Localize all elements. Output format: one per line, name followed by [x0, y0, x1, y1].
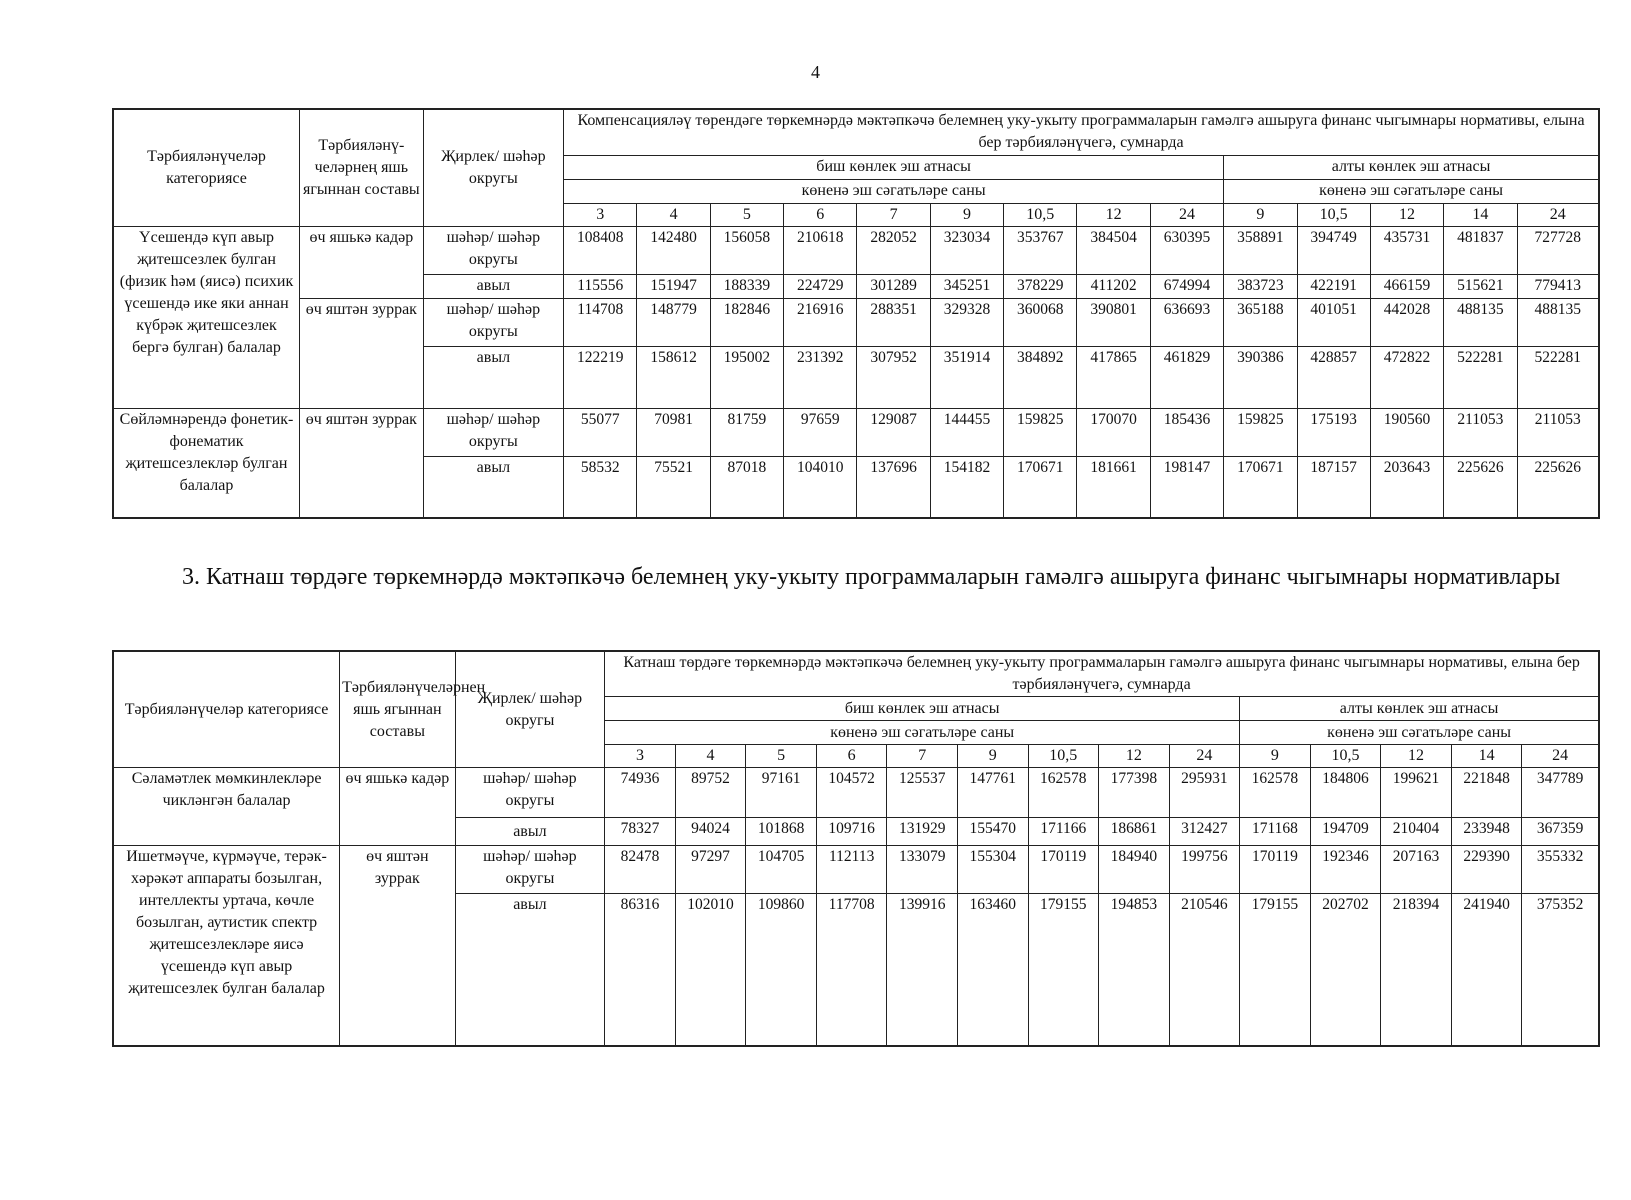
value-cell: 199756 — [1169, 846, 1240, 894]
location-cell: шәһәр/ шәһәр округы — [455, 846, 605, 894]
value-cell: 131929 — [887, 818, 958, 846]
value-cell: 365188 — [1224, 298, 1297, 346]
header-hours-six: көненә эш сәгатьләре саны — [1240, 721, 1599, 745]
value-cell: 216916 — [784, 298, 857, 346]
page-number: 4 — [811, 62, 820, 82]
value-cell: 367359 — [1522, 818, 1599, 846]
value-cell: 383723 — [1224, 274, 1297, 298]
header-main: Катнаш төрдәге төркемнәрдә мәктәпкәчә белемнең уку-укыту программаларын гамәлгә ашыруга финанс чыгымнары нормативы, елына бер тәрбияләнүчегә, сумнарда — [605, 651, 1599, 697]
value-cell: 188339 — [710, 274, 783, 298]
age-cell: өч яштән зуррак — [300, 408, 424, 518]
value-cell: 194709 — [1310, 818, 1381, 846]
value-cell: 522281 — [1444, 346, 1517, 408]
hours-col: 12 — [1099, 745, 1170, 768]
value-cell: 175193 — [1297, 408, 1370, 456]
age-cell: өч яштән зуррак — [300, 298, 424, 408]
value-cell: 198147 — [1150, 456, 1223, 518]
header-category: Тәрбияләнүчеләр категориясе — [113, 109, 300, 226]
value-cell: 94024 — [675, 818, 746, 846]
table-row — [113, 768, 1599, 818]
hours-col: 6 — [784, 203, 857, 226]
header-hours-six: көненә эш сәгатьләре саны — [1224, 179, 1599, 203]
value-cell: 221848 — [1451, 768, 1522, 818]
value-cell: 360068 — [1004, 298, 1077, 346]
value-cell: 147761 — [957, 768, 1028, 818]
value-cell: 674994 — [1150, 274, 1223, 298]
header-category: Тәрбияләнүчеләр категориясе — [113, 651, 340, 768]
value-cell: 472822 — [1370, 346, 1443, 408]
section-heading: 3. Катнаш төрдәге төркемнәрдә мәктәпкәчә белемнең уку-укыту программаларын гамәлгә ашыруга финанс чыгымнары нормативлары — [182, 564, 1561, 590]
value-cell: 394749 — [1297, 226, 1370, 274]
value-cell: 112113 — [816, 846, 887, 894]
value-cell: 187157 — [1297, 456, 1370, 518]
value-cell: 170119 — [1028, 846, 1099, 894]
value-cell: 55077 — [564, 408, 637, 456]
location-cell: авыл — [423, 456, 563, 518]
value-cell: 97659 — [784, 408, 857, 456]
hours-col: 12 — [1077, 203, 1150, 226]
value-cell: 202702 — [1310, 894, 1381, 1046]
value-cell: 323034 — [930, 226, 1003, 274]
value-cell: 186861 — [1099, 818, 1170, 846]
header-main: Компенсацияләү төрендәге төркемнәрдә мәктәпкәчә белемнең уку-укыту программаларын гамәлгә ашыруга финанс чыгымнары нормативы, елына бер тәрбияләнүчегә, сумнарда — [564, 109, 1599, 155]
location-cell: шәһәр/ шәһәр округы — [423, 226, 563, 274]
value-cell: 195002 — [710, 346, 783, 408]
value-cell: 185436 — [1150, 408, 1223, 456]
value-cell: 488135 — [1517, 298, 1599, 346]
value-cell: 86316 — [605, 894, 676, 1046]
category-cell: Сөйләмнәрендә фонетик-фонематик җитешсезлекләр булган балалар — [113, 408, 300, 518]
value-cell: 295931 — [1169, 768, 1240, 818]
value-cell: 89752 — [675, 768, 746, 818]
category-cell: Ишетмәүче, күрмәүче, терәк-хәрәкәт аппараты бозылган, интеллекты уртача, көчле бозылган, аутистик спектр җитешсезлекләре яисә үсешендә күп авыр җитешсезлек булган балалар — [113, 846, 340, 1046]
value-cell: 104572 — [816, 768, 887, 818]
value-cell: 355332 — [1522, 846, 1599, 894]
value-cell: 375352 — [1522, 894, 1599, 1046]
value-cell: 461829 — [1150, 346, 1223, 408]
value-cell: 114708 — [564, 298, 637, 346]
value-cell: 417865 — [1077, 346, 1150, 408]
value-cell: 58532 — [564, 456, 637, 518]
hours-col: 7 — [857, 203, 930, 226]
value-cell: 203643 — [1370, 456, 1443, 518]
value-cell: 184940 — [1099, 846, 1170, 894]
hours-col: 9 — [930, 203, 1003, 226]
location-cell: авыл — [455, 818, 605, 846]
value-cell: 179155 — [1240, 894, 1311, 1046]
value-cell: 156058 — [710, 226, 783, 274]
location-cell: шәһәр/ шәһәр округы — [455, 768, 605, 818]
value-cell: 170671 — [1224, 456, 1297, 518]
value-cell: 358891 — [1224, 226, 1297, 274]
value-cell: 307952 — [857, 346, 930, 408]
hours-col: 12 — [1381, 745, 1452, 768]
header-location: Җирлек/ шәһәр округы — [423, 109, 563, 226]
value-cell: 179155 — [1028, 894, 1099, 1046]
value-cell: 81759 — [710, 408, 783, 456]
value-cell: 171166 — [1028, 818, 1099, 846]
hours-col: 12 — [1370, 203, 1443, 226]
hours-col: 5 — [746, 745, 817, 768]
hours-col: 9 — [1240, 745, 1311, 768]
value-cell: 97161 — [746, 768, 817, 818]
hours-col: 24 — [1522, 745, 1599, 768]
table-row — [113, 298, 1599, 346]
value-cell: 148779 — [637, 298, 710, 346]
value-cell: 82478 — [605, 846, 676, 894]
header-hours-five: көненә эш сәгатьләре саны — [605, 721, 1240, 745]
age-cell: өч яшькә кадәр — [340, 768, 455, 846]
table-row — [113, 408, 1599, 456]
value-cell: 411202 — [1077, 274, 1150, 298]
mixed-groups-table — [112, 650, 1600, 1047]
value-cell: 225626 — [1517, 456, 1599, 518]
hours-col: 14 — [1444, 203, 1517, 226]
value-cell: 353767 — [1004, 226, 1077, 274]
hours-col: 24 — [1169, 745, 1240, 768]
value-cell: 211053 — [1517, 408, 1599, 456]
hours-col: 7 — [887, 745, 958, 768]
value-cell: 159825 — [1004, 408, 1077, 456]
value-cell: 481837 — [1444, 226, 1517, 274]
location-cell: шәһәр/ шәһәр округы — [423, 408, 563, 456]
hours-col: 14 — [1451, 745, 1522, 768]
value-cell: 177398 — [1099, 768, 1170, 818]
value-cell: 282052 — [857, 226, 930, 274]
location-cell: шәһәр/ шәһәр округы — [423, 298, 563, 346]
value-cell: 199621 — [1381, 768, 1452, 818]
header-age: Тәрбияләнү-челәрнең яшь ягыннан составы — [300, 109, 424, 226]
location-cell: авыл — [423, 274, 563, 298]
hours-col: 5 — [710, 203, 783, 226]
value-cell: 109716 — [816, 818, 887, 846]
category-cell: Үсешендә күп авыр җитешсезлек булган (физик һәм (яисә) психик үсешендә ике яки аннан күбрәк җитешсезлек бергә булган) балалар — [113, 226, 300, 408]
value-cell: 384892 — [1004, 346, 1077, 408]
hours-col: 3 — [605, 745, 676, 768]
category-cell: Сәламәтлек мөмкинлекләре чикләнгән балалар — [113, 768, 340, 846]
value-cell: 488135 — [1444, 298, 1517, 346]
value-cell: 154182 — [930, 456, 1003, 518]
value-cell: 231392 — [784, 346, 857, 408]
value-cell: 170119 — [1240, 846, 1311, 894]
age-cell: өч яшькә кадәр — [300, 226, 424, 298]
value-cell: 229390 — [1451, 846, 1522, 894]
hours-col: 24 — [1150, 203, 1223, 226]
value-cell: 162578 — [1240, 768, 1311, 818]
value-cell: 109860 — [746, 894, 817, 1046]
value-cell: 347789 — [1522, 768, 1599, 818]
header-hours-five: көненә эш сәгатьләре саны — [564, 179, 1224, 203]
hours-col: 6 — [816, 745, 887, 768]
value-cell: 466159 — [1370, 274, 1443, 298]
value-cell: 727728 — [1517, 226, 1599, 274]
value-cell: 390801 — [1077, 298, 1150, 346]
value-cell: 122219 — [564, 346, 637, 408]
value-cell: 210404 — [1381, 818, 1452, 846]
value-cell: 207163 — [1381, 846, 1452, 894]
value-cell: 159825 — [1224, 408, 1297, 456]
value-cell: 155304 — [957, 846, 1028, 894]
value-cell: 210546 — [1169, 894, 1240, 1046]
value-cell: 158612 — [637, 346, 710, 408]
hours-col: 10,5 — [1310, 745, 1381, 768]
header-location: Җирлек/ шәһәр округы — [455, 651, 605, 768]
value-cell: 442028 — [1370, 298, 1443, 346]
value-cell: 390386 — [1224, 346, 1297, 408]
header-six-day-week: алты көнлек эш атнасы — [1240, 697, 1599, 721]
location-cell: авыл — [423, 346, 563, 408]
value-cell: 75521 — [637, 456, 710, 518]
hours-col: 4 — [675, 745, 746, 768]
value-cell: 218394 — [1381, 894, 1452, 1046]
value-cell: 108408 — [564, 226, 637, 274]
value-cell: 115556 — [564, 274, 637, 298]
value-cell: 144455 — [930, 408, 1003, 456]
location-cell: авыл — [455, 894, 605, 1046]
value-cell: 133079 — [887, 846, 958, 894]
hours-col: 9 — [1224, 203, 1297, 226]
value-cell: 101868 — [746, 818, 817, 846]
value-cell: 184806 — [1310, 768, 1381, 818]
value-cell: 224729 — [784, 274, 857, 298]
value-cell: 70981 — [637, 408, 710, 456]
value-cell: 301289 — [857, 274, 930, 298]
value-cell: 87018 — [710, 456, 783, 518]
value-cell: 139916 — [887, 894, 958, 1046]
hours-col: 10,5 — [1004, 203, 1077, 226]
value-cell: 378229 — [1004, 274, 1077, 298]
value-cell: 155470 — [957, 818, 1028, 846]
value-cell: 435731 — [1370, 226, 1443, 274]
hours-col: 24 — [1517, 203, 1599, 226]
value-cell: 125537 — [887, 768, 958, 818]
value-cell: 351914 — [930, 346, 1003, 408]
header-five-day-week: биш көнлек эш атнасы — [564, 155, 1224, 179]
header-five-day-week: биш көнлек эш атнасы — [605, 697, 1240, 721]
hours-col: 10,5 — [1028, 745, 1099, 768]
value-cell: 241940 — [1451, 894, 1522, 1046]
value-cell: 779413 — [1517, 274, 1599, 298]
value-cell: 636693 — [1150, 298, 1223, 346]
value-cell: 401051 — [1297, 298, 1370, 346]
value-cell: 312427 — [1169, 818, 1240, 846]
header-age: Тәрбияләнүчеләрнең яшь ягыннан составы — [340, 651, 455, 768]
age-cell: өч яштән зуррак — [340, 846, 455, 1046]
value-cell: 422191 — [1297, 274, 1370, 298]
value-cell: 329328 — [930, 298, 1003, 346]
hours-col: 3 — [564, 203, 637, 226]
value-cell: 151947 — [637, 274, 710, 298]
value-cell: 190560 — [1370, 408, 1443, 456]
value-cell: 288351 — [857, 298, 930, 346]
value-cell: 142480 — [637, 226, 710, 274]
value-cell: 630395 — [1150, 226, 1223, 274]
value-cell: 170070 — [1077, 408, 1150, 456]
hours-col: 4 — [637, 203, 710, 226]
value-cell: 225626 — [1444, 456, 1517, 518]
value-cell: 104705 — [746, 846, 817, 894]
table-row — [113, 846, 1599, 894]
value-cell: 129087 — [857, 408, 930, 456]
value-cell: 210618 — [784, 226, 857, 274]
header-six-day-week: алты көнлек эш атнасы — [1224, 155, 1599, 179]
value-cell: 162578 — [1028, 768, 1099, 818]
value-cell: 181661 — [1077, 456, 1150, 518]
value-cell: 97297 — [675, 846, 746, 894]
value-cell: 345251 — [930, 274, 1003, 298]
value-cell: 233948 — [1451, 818, 1522, 846]
value-cell: 194853 — [1099, 894, 1170, 1046]
value-cell: 74936 — [605, 768, 676, 818]
value-cell: 522281 — [1517, 346, 1599, 408]
value-cell: 192346 — [1310, 846, 1381, 894]
value-cell: 384504 — [1077, 226, 1150, 274]
value-cell: 428857 — [1297, 346, 1370, 408]
compensating-groups-table — [112, 108, 1600, 519]
table-row — [113, 226, 1599, 274]
value-cell: 515621 — [1444, 274, 1517, 298]
value-cell: 102010 — [675, 894, 746, 1046]
value-cell: 117708 — [816, 894, 887, 1046]
value-cell: 170671 — [1004, 456, 1077, 518]
hours-col: 9 — [957, 745, 1028, 768]
value-cell: 182846 — [710, 298, 783, 346]
value-cell: 211053 — [1444, 408, 1517, 456]
value-cell: 104010 — [784, 456, 857, 518]
value-cell: 78327 — [605, 818, 676, 846]
value-cell: 171168 — [1240, 818, 1311, 846]
value-cell: 137696 — [857, 456, 930, 518]
hours-col: 10,5 — [1297, 203, 1370, 226]
value-cell: 163460 — [957, 894, 1028, 1046]
